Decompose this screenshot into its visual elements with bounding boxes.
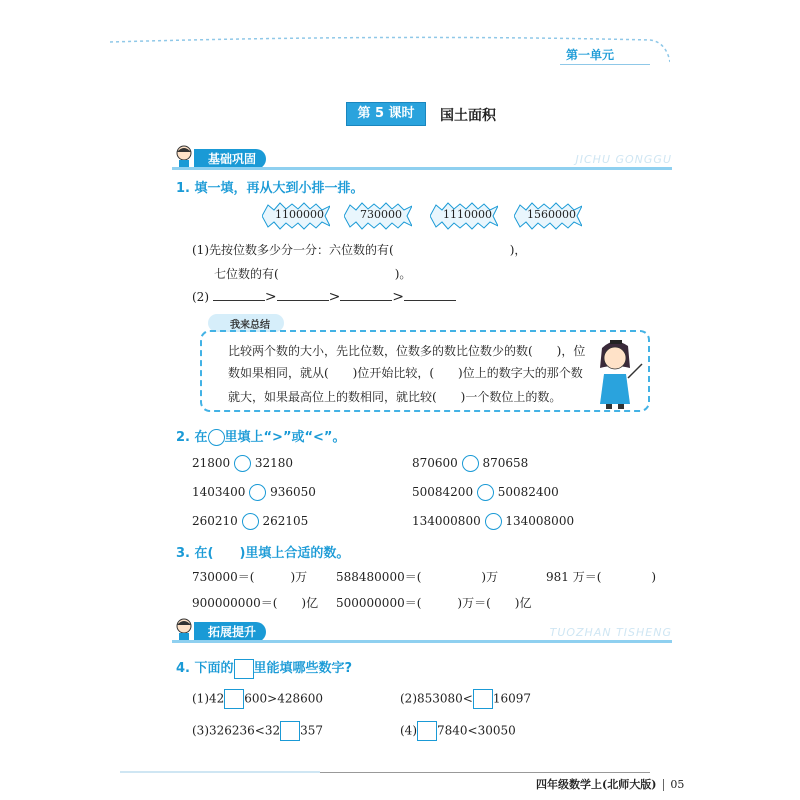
q4-pre: (2)853080< (400, 691, 473, 706)
q2-title (176, 426, 345, 446)
lesson-badge: 第 5 课时 (346, 102, 426, 126)
gt-sign: > (392, 289, 405, 305)
summary-box (200, 330, 650, 412)
digit-box[interactable] (224, 689, 244, 709)
digit-box[interactable] (280, 721, 300, 741)
number-value: 1560000 (527, 208, 576, 221)
compare-circle[interactable] (249, 484, 266, 501)
summary-line1: 比较两个数的大小，先比位数，位数多的数比位数少的数( )，位 (228, 344, 586, 358)
section-banner-basic (172, 148, 672, 170)
q1-line3 (192, 288, 456, 305)
footer-rule-right (320, 772, 650, 773)
section-title: 基础巩固 (194, 149, 266, 169)
compare-circle[interactable] (485, 513, 502, 530)
q1-line2-end: )。 (394, 267, 412, 281)
summary-label: 我来总结 (230, 320, 270, 331)
compare-left: 1403400 (192, 485, 246, 499)
compare-circle[interactable] (242, 513, 259, 530)
q1-line1-end: )， (509, 243, 527, 257)
compare-circle[interactable] (462, 455, 479, 472)
q4-title (176, 657, 352, 679)
ranking-blank[interactable] (277, 288, 329, 301)
ranking-blank[interactable] (404, 288, 456, 301)
circle-placeholder-icon (208, 429, 225, 446)
compare-left: 50084200 (412, 485, 474, 499)
q4-title-pre: 4. 下面的 (176, 661, 234, 676)
digit-box[interactable] (417, 721, 437, 741)
footer-divider (663, 779, 664, 791)
q4-post: 7840<30050 (437, 723, 516, 738)
q3-item: 900000000＝( )亿 (192, 596, 319, 610)
unit-label: 第一单元 (566, 48, 615, 62)
q4-pre: (3)326236<32 (192, 723, 281, 738)
number-badge (344, 202, 412, 230)
q1-line2 (214, 265, 411, 282)
q3-item-c (546, 568, 656, 585)
number-value: 1100000 (275, 208, 324, 221)
footer (536, 776, 684, 792)
section-line (172, 167, 672, 170)
compare-left: 134000800 (412, 514, 481, 528)
summary-line3: 就大，如果最高位上的数相同，就比较( )一个数位上的数。 (228, 390, 562, 404)
section-pinyin: JICHU GONGGU (575, 153, 672, 166)
q3-item: 588480000＝( )万 (336, 570, 499, 584)
compare-row (412, 484, 559, 501)
q3-item: 500000000＝( )万＝( )亿 (336, 596, 532, 610)
q4-item (400, 689, 531, 709)
number-badge (514, 202, 582, 230)
section-pinyin: TUOZHAN TISHENG (549, 626, 672, 639)
compare-right: 262105 (262, 514, 309, 528)
q4-item (400, 721, 516, 741)
q2-title-post: 里填上“>”或“<”。 (224, 430, 346, 445)
section-title: 拓展提升 (194, 622, 266, 642)
summary-line2: 数如果相同，就从( )位开始比较，( )位上的数字大的那个数 (228, 366, 583, 380)
header-underline (560, 64, 650, 65)
q4-post: 357 (300, 723, 324, 738)
teacher-icon (588, 334, 644, 410)
number-value: 1110000 (443, 208, 492, 221)
gt-sign: > (328, 289, 341, 305)
compare-row (192, 513, 308, 530)
q1-line2-text: 七位数的有( (214, 267, 279, 281)
q4-title-post: 里能填哪些数字? (253, 661, 353, 676)
book-title: 四年级数学上(北师大版) (536, 778, 657, 791)
number-badge (262, 202, 330, 230)
ranking-blank[interactable] (340, 288, 392, 301)
section-banner-extend (172, 621, 672, 643)
number-badge (430, 202, 498, 230)
q4-pre: (1)42 (192, 691, 225, 706)
q1-line1 (192, 241, 526, 258)
compare-right: 50082400 (497, 485, 559, 499)
compare-left: 260210 (192, 514, 238, 528)
q2-title-pre: 2. 在 (176, 430, 208, 445)
q4-item (192, 721, 323, 741)
q3-item-c-end: ) (651, 570, 657, 584)
q3-title: 3. 在( )里填上合适的数。 (176, 546, 350, 561)
q1-title: 1. 填一填，再从大到小排一排。 (176, 181, 364, 196)
compare-row (412, 455, 528, 472)
footer-rule (120, 771, 320, 773)
compare-row (192, 455, 293, 472)
compare-left: 870600 (412, 456, 458, 470)
number-badges (262, 202, 592, 232)
q4-item (192, 689, 323, 709)
page-number: 05 (670, 778, 685, 791)
section-line (172, 640, 672, 643)
gt-sign: > (264, 289, 277, 305)
compare-row (412, 513, 574, 530)
q3-item-c-text: 981 万＝( (546, 570, 602, 584)
square-placeholder-icon (234, 659, 254, 679)
compare-right: 936050 (270, 485, 316, 499)
q1-line3-prefix: (2) (192, 290, 209, 304)
digit-box[interactable] (473, 689, 493, 709)
compare-circle[interactable] (477, 484, 494, 501)
q4-post: 16097 (492, 691, 532, 706)
compare-right: 134008000 (505, 514, 575, 528)
compare-left: 21800 (192, 456, 231, 470)
lesson-title: 国土面积 (440, 108, 496, 124)
q4-post: 600>428600 (244, 691, 324, 706)
ranking-blank[interactable] (213, 288, 265, 301)
number-value: 730000 (360, 208, 402, 221)
q4-pre: (4) (400, 723, 417, 738)
compare-right: 32180 (254, 456, 294, 470)
compare-circle[interactable] (234, 455, 251, 472)
q3-item: 730000＝( )万 (192, 570, 308, 584)
q1-line1-text: (1)先按位数多少分一分：六位数的有( (192, 243, 394, 257)
compare-right: 870658 (482, 456, 529, 470)
compare-row (192, 484, 316, 501)
